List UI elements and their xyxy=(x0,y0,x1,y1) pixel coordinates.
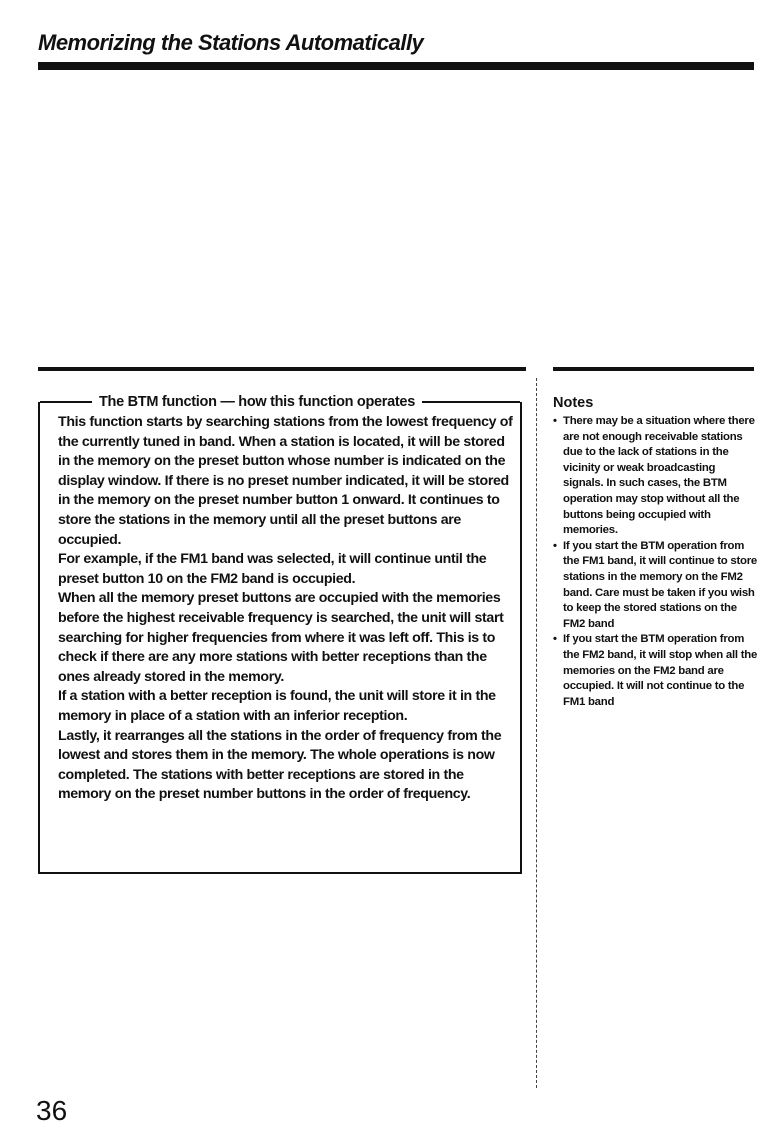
box-paragraph: If a station with a better reception is found, the unit will store it in the memory in place of a station with an inferior reception. xyxy=(58,688,496,724)
box-header xyxy=(40,392,520,412)
note-item: • If you start the BTM operation from the FM1 band, it will continue to store stations in the memory on the FM2 band. Care must be taken if you wish to keep the stored stations on the FM2 band xyxy=(553,539,758,633)
section-rule xyxy=(38,367,526,371)
box-title: The BTM function — how this function operates xyxy=(99,394,415,410)
box-paragraph: Lastly, it rearranges all the stations in the order of frequency from the lowest and stores them in the memory. The whole operations is now completed. The stations with better receptions are stored in the memory on the preset number buttons in the order of frequency. xyxy=(58,727,502,803)
box-paragraph: For example, if the FM1 band was selected, it will continue until the preset button 10 on the FM2 band is occupied. xyxy=(58,551,487,587)
box-paragraph: When all the memory preset buttons are occupied with the memories before the highest receivable frequency is searched, the unit will start searching for higher frequencies from where it was left off. This is to check if there are any more stations with better receptions than the ones already stored in the memory. xyxy=(58,590,504,685)
page-number: 36 xyxy=(36,1095,68,1126)
title-rule xyxy=(38,62,754,70)
notes-rule xyxy=(553,367,754,371)
notes-list xyxy=(553,414,758,710)
note-item: • If you start the BTM operation from the FM2 band, it will stop when all the memories on the FM2 band are occupied. It will not continue to the FM1 band xyxy=(553,632,758,710)
note-item: • There may be a situation where there are not enough receivable stations due to the lack of stations in the vicinity or weak broadcasting signals. In such cases, the BTM operation may stop without all the buttons being occupied with memories. xyxy=(553,414,758,539)
column-divider xyxy=(536,378,537,1088)
box-header-line-right xyxy=(422,401,520,403)
notes-section xyxy=(553,395,758,710)
page-title: Memorizing the Stations Automatically xyxy=(38,30,424,55)
box-header-line-left xyxy=(40,401,92,403)
box-paragraph: This function starts by searching stations from the lowest frequency of the currently tuned in band. When a station is located, it will be stored in the memory on the preset button whose number is indicated on the display window. If there is no preset number indicated, it will be stored in the memory on the preset number button 1 onward. It continues to store the stations in the memory until all the preset buttons are occupied. xyxy=(58,414,513,548)
notes-title: Notes xyxy=(553,395,594,411)
btm-function-box xyxy=(38,394,522,874)
box-body xyxy=(58,413,516,805)
